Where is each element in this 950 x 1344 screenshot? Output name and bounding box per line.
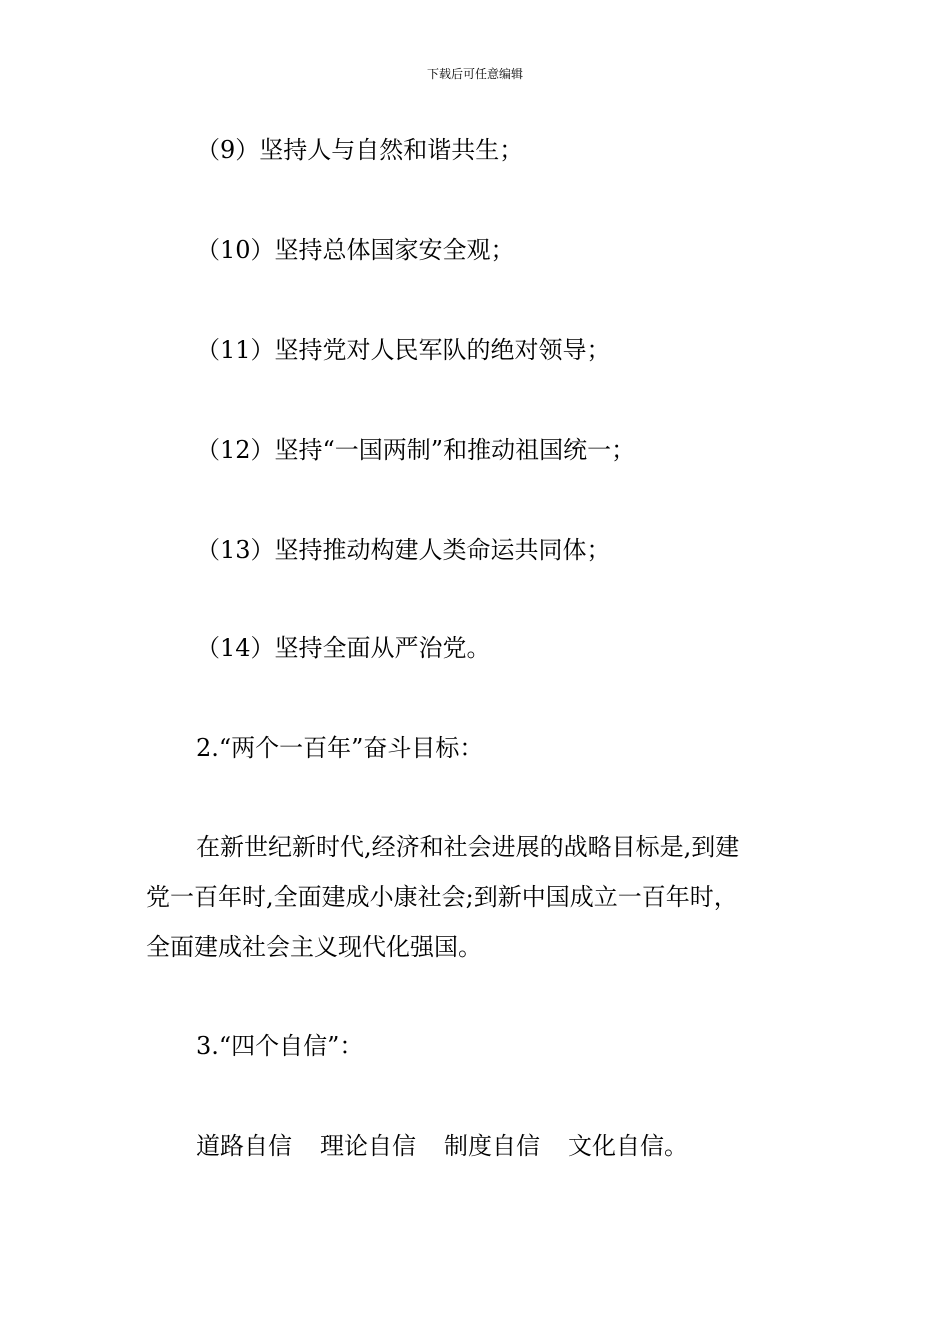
list-item: （14）坚持全面从严治党。 bbox=[196, 634, 491, 662]
paragraph-line: 党一百年时,全面建成小康社会;到新中国成立一百年时， bbox=[146, 883, 738, 911]
confidence-item: 文化自信。 bbox=[568, 1132, 688, 1160]
list-item: （9）坚持人与自然和谐共生； bbox=[196, 136, 524, 164]
section-heading: 2.“两个一百年”奋斗目标： bbox=[196, 734, 484, 762]
section-heading: 3.“四个自信”： bbox=[196, 1032, 364, 1060]
confidence-item: 道路自信 bbox=[196, 1132, 292, 1160]
list-item: （12）坚持“一国两制”和推动祖国统一； bbox=[196, 436, 636, 464]
confidence-list bbox=[196, 1131, 688, 1161]
confidence-item: 理论自信 bbox=[320, 1132, 416, 1160]
confidence-item: 制度自信 bbox=[444, 1132, 540, 1160]
list-item: （13）坚持推动构建人类命运共同体； bbox=[196, 536, 611, 564]
page-header: 下载后可任意编辑 bbox=[426, 67, 523, 81]
list-item: （11）坚持党对人民军队的绝对领导； bbox=[196, 336, 611, 364]
list-item: （10）坚持总体国家安全观； bbox=[196, 236, 515, 264]
paragraph-line: 在新世纪新时代,经济和社会进展的战略目标是,到建 bbox=[196, 833, 740, 861]
paragraph-line: 全面建成社会主义现代化强国。 bbox=[146, 933, 482, 961]
